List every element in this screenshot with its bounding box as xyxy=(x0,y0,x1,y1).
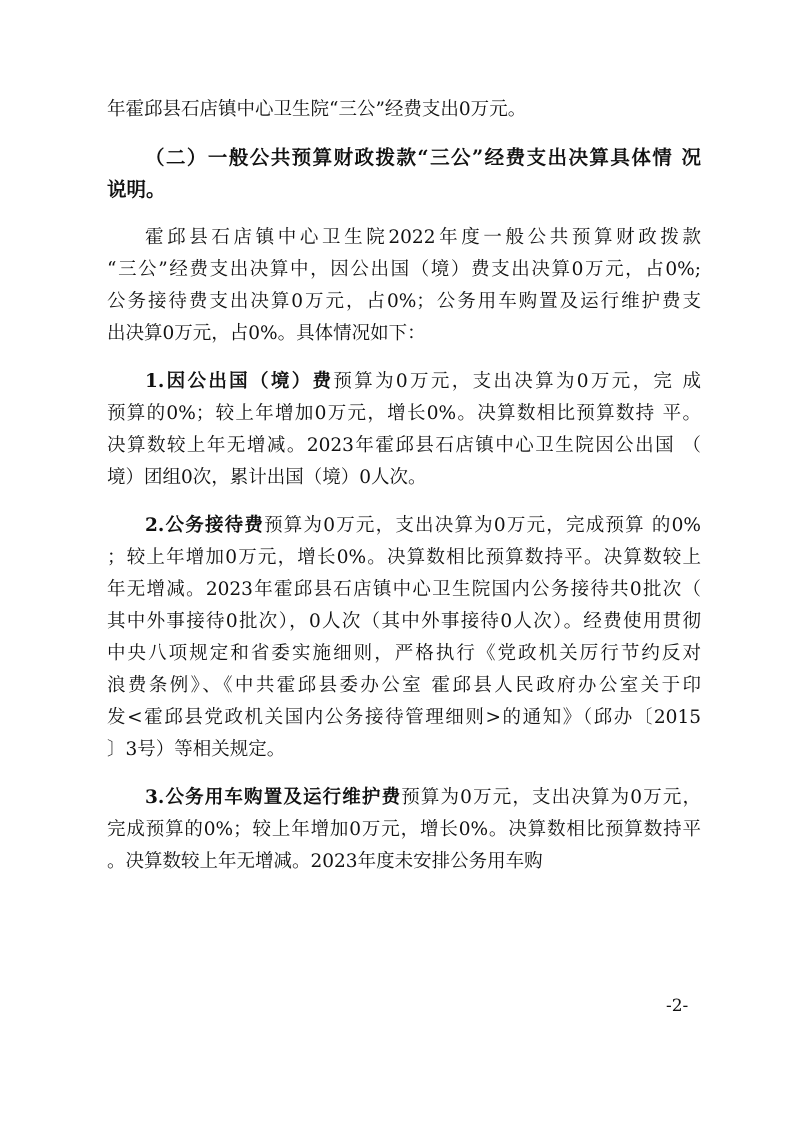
line-text: 〕3号）等相关规定。 xyxy=(107,739,286,760)
line-text: 。决算数较上年无增减。2023年度未安排公务用车购 xyxy=(107,851,543,872)
text-line xyxy=(107,817,701,843)
line-text: 完成预算的0%；较上年增加0万元，增长0%。决算数相比预算数持平 xyxy=(107,819,701,840)
line-text: 预算为0万元，支出决算为0万元， xyxy=(401,787,701,808)
line-text: 中央八项规定和省委实施细则，严格执行《党政机关厉行节约反对 xyxy=(107,643,701,664)
line-text: 境）团组0次，累计出国（境）0人次。 xyxy=(107,467,427,488)
line-text: 年霍邱县石店镇中心卫生院“三公”经费支出0万元。 xyxy=(107,99,527,120)
text-line xyxy=(107,641,701,667)
line-text: 浪费条例》、《中共霍邱县委办公室 霍邱县人民政府办公室关于印 xyxy=(107,675,701,696)
text-line xyxy=(107,673,701,699)
text-line xyxy=(145,225,701,251)
line-text: 预算为0万元，支出决算为0万元，完 成 xyxy=(333,371,701,392)
text-line xyxy=(107,465,701,491)
line-text: 发<霍邱县党政机关国内公务接待管理细则>的通知》（邱办〔2015 xyxy=(107,707,701,728)
line-text: ；较上年增加0万元，增长0%。决算数相比预算数持平。决算数较上 xyxy=(107,547,701,568)
page-number: -2- xyxy=(666,996,689,1016)
heading-text: 说明。 xyxy=(107,178,166,201)
item-1-line xyxy=(145,369,701,395)
text-line xyxy=(107,577,701,603)
heading-text: （二）一般公共预算财政拨款“三公”经费支出决算具体情 况 xyxy=(145,146,701,169)
text-line xyxy=(107,609,701,635)
text-line xyxy=(107,705,701,731)
line-text: 出决算0万元，占0%。具体情况如下： xyxy=(107,323,426,344)
text-line xyxy=(107,401,701,427)
line-text: 霍邱县石店镇中心卫生院2022年度一般公共预算财政拨款 xyxy=(145,227,701,248)
line-text: 决算数较上年无增减。2023年霍邱县石店镇中心卫生院因公出国 （ xyxy=(107,435,701,456)
text-line xyxy=(107,321,701,347)
text-line xyxy=(107,545,701,571)
line-text: 年无增减。2023年霍邱县石店镇中心卫生院国内公务接待共0批次（ xyxy=(107,579,701,600)
section-heading-cont xyxy=(107,177,701,203)
text-line xyxy=(107,257,701,283)
line-text: 预算的0%；较上年增加0万元，增长0%。决算数相比预算数持 平。 xyxy=(107,403,701,424)
item-title: 1.因公出国（境）费 xyxy=(145,371,334,392)
text-line xyxy=(107,737,701,763)
line-text: 公务接待费支出决算0万元，占0%；公务用车购置及运行维护费支 xyxy=(107,291,701,312)
section-heading xyxy=(145,145,701,171)
text-line xyxy=(107,97,701,123)
line-text: 其中外事接待0批次），0人次（其中外事接待0人次）。经费使用贯彻 xyxy=(107,611,701,632)
item-title: 3.公务用车购置及运行维护费 xyxy=(145,787,402,808)
item-3-line xyxy=(145,785,701,811)
text-line xyxy=(107,433,701,459)
line-text: 预算为0万元，支出决算为0万元，完成预算 的0% xyxy=(264,515,701,536)
item-2-line xyxy=(145,513,701,539)
text-line xyxy=(107,289,701,315)
line-text: “三公”经费支出决算中，因公出国（境）费支出决算0万元，占0%; xyxy=(107,259,701,280)
text-line xyxy=(107,849,701,875)
item-title: 2.公务接待费 xyxy=(145,515,265,536)
